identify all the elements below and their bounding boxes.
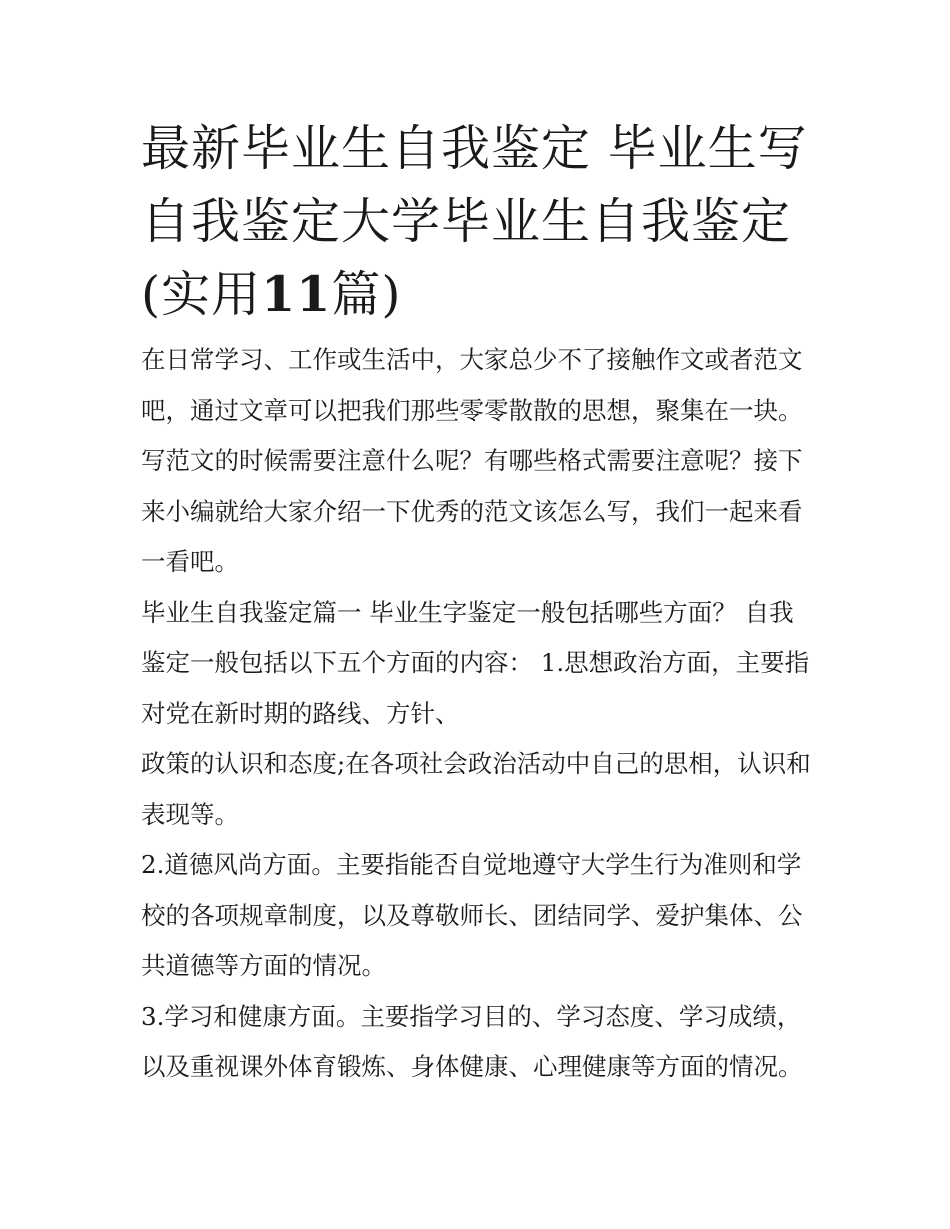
document-title <box>141 112 813 331</box>
title-line-1: 最新毕业生自我鉴定 毕业生写 <box>141 120 808 177</box>
title-line-3-suffix: 篇) <box>331 266 402 323</box>
title-line-3-prefix: (实用 <box>141 266 262 323</box>
paragraph-item-3: 3.学习和健康方面。主要指学习目的、学习态度、学习成绩，以及重视课外体育锻炼、身体健康、心理健康等方面的情况。 <box>141 1001 803 1081</box>
document-page <box>141 112 813 1093</box>
title-line-3-number: 11 <box>261 265 332 323</box>
paragraph-item-2: 2.道德风尚方面。主要指能否自觉地遵守大学生行为准则和学校的各项规章制度，以及尊敬师长、团结同学、爱护集体、公共道德等方面的情况。 <box>141 850 803 980</box>
paragraph-section-1: 毕业生自我鉴定篇一 毕业生字鉴定一般包括哪些方面？ 自我鉴定一般包括以下五个方面的内容： 1.思想政治方面，主要指对党在新时期的路线、方针、 <box>141 597 810 728</box>
paragraph-intro: 在日常学习、工作或生活中，大家总少不了接触作文或者范文吧，通过文章可以把我们那些零零散散的思想，聚集在一块。写范文的时候需要注意什么呢？有哪些格式需要注意呢？接下来小编就给大家介绍一下优秀的范文该怎么写，我们一起来看一看吧。 <box>141 345 803 576</box>
title-line-2: 自我鉴定大学毕业生自我鉴定 <box>141 193 792 250</box>
paragraph-section-1-cont: 政策的认识和态度;在各项社会政治活动中自己的思相，认识和表现等。 <box>141 749 811 829</box>
